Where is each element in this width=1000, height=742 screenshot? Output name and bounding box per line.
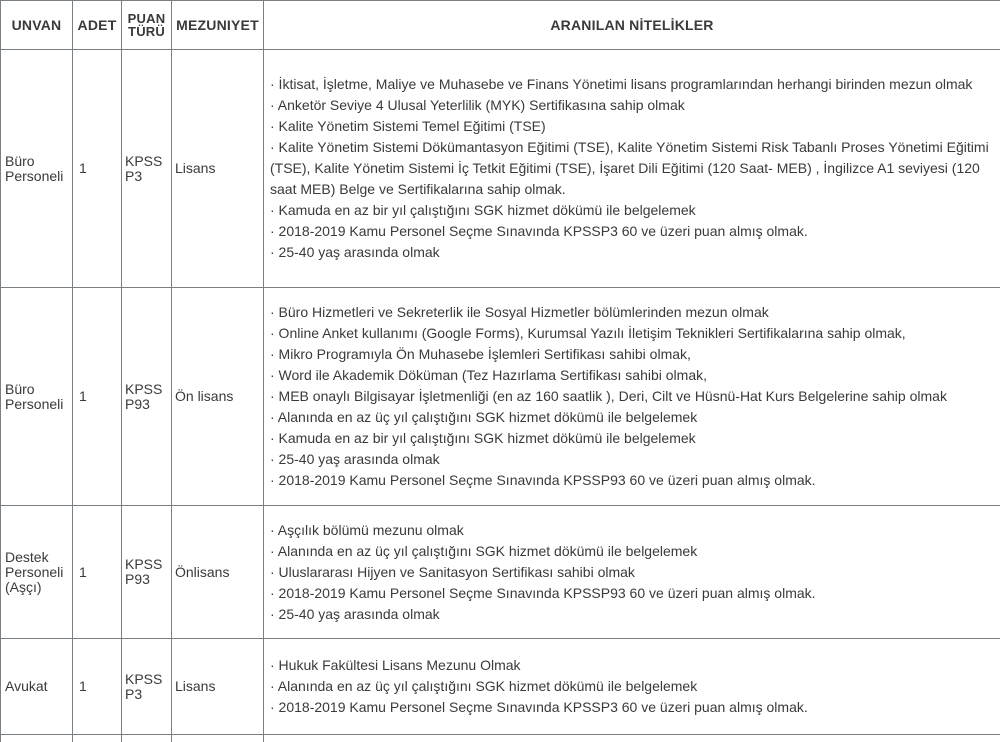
puan-line: KPSS bbox=[125, 380, 163, 397]
cell-unvan bbox=[1, 506, 73, 639]
requirement-item: · 25-40 yaş arasında olmak bbox=[270, 605, 440, 622]
requirement-item: · Alanında en az üç yıl çalıştığını SGK hizmet dökümü ile belgelemek bbox=[270, 409, 698, 425]
unvan-line: Büro bbox=[5, 152, 35, 169]
table-header bbox=[1, 1, 1000, 50]
header-puan-turu bbox=[122, 1, 172, 50]
cell-empty bbox=[1, 735, 73, 742]
table-body bbox=[1, 50, 1000, 742]
requirement-item: · 2018-2019 Kamu Personel Seçme Sınavında KPSSP93 60 ve üzeri puan almış olmak. bbox=[270, 584, 816, 601]
cell-mezuniyet: Lisans bbox=[172, 639, 264, 735]
cell-empty bbox=[122, 735, 172, 742]
cell-unvan bbox=[1, 50, 73, 288]
table-row bbox=[1, 639, 1000, 735]
requirement-item: · Uluslararası Hijyen ve Sanitasyon Sertifikası sahibi olmak bbox=[270, 563, 635, 580]
requirement-item: · Hukuk Fakültesi Lisans Mezunu Olmak bbox=[270, 657, 521, 673]
header-puan-line1: PUAN bbox=[127, 11, 166, 26]
header-mezuniyet: MEZUNIYET bbox=[172, 1, 264, 50]
requirement-item: · 25-40 yaş arasında olmak bbox=[270, 244, 440, 260]
requirement-item: · Kalite Yönetim Sistemi Dökümantasyon Eğitimi (TSE), Kalite Yönetim Sistemi Risk Tabanlı Proses Yönetimi Eğitimi (TSE), Kalite Yönetim Sistemi İç Tetkit Eğitimi (TSE), İşaret Dili Eğitimi (120 Saat- MEB) , İngilizce A1 seviyesi (120 saat MEB) Belge ve Sertifikalarına sahip olmak. bbox=[270, 139, 989, 197]
unvan-line: Destek bbox=[5, 548, 49, 565]
puan-line: KPSS bbox=[125, 670, 163, 687]
table-row bbox=[1, 50, 1000, 288]
cell-empty bbox=[73, 735, 122, 742]
cell-nitelikler bbox=[264, 639, 1000, 735]
cell-empty bbox=[264, 735, 1000, 742]
requirement-item: · 2018-2019 Kamu Personel Seçme Sınavında KPSSP3 60 ve üzeri puan almış olmak. bbox=[270, 699, 808, 715]
cell-puan-turu bbox=[122, 288, 172, 506]
unvan-line: Personeli bbox=[5, 395, 64, 412]
cell-unvan bbox=[1, 288, 73, 506]
table-row bbox=[1, 288, 1000, 506]
header-adet: ADET bbox=[73, 1, 122, 50]
requirement-item: · 2018-2019 Kamu Personel Seçme Sınavında KPSSP3 60 ve üzeri puan almış olmak. bbox=[270, 223, 808, 239]
unvan-line: (Aşçı) bbox=[5, 578, 42, 595]
table-row bbox=[1, 506, 1000, 639]
puan-line: P93 bbox=[125, 571, 150, 587]
requirement-item: · İktisat, İşletme, Maliye ve Muhasebe ve Finans Yönetimi lisans programlarından herhangi birinden mezun olmak bbox=[270, 76, 973, 92]
header-row bbox=[1, 1, 1000, 50]
puan-line: KPSS bbox=[125, 152, 163, 169]
puan-line: P3 bbox=[125, 685, 143, 702]
cell-adet: 1 bbox=[73, 639, 122, 735]
requirement-item: · Online Anket kullanımı (Google Forms), Kurumsal Yazılı İletişim Teknikleri Sertifikalarına sahip olmak, bbox=[270, 325, 906, 341]
cell-puan-turu bbox=[122, 639, 172, 735]
puan-line: P93 bbox=[125, 395, 150, 412]
cell-mezuniyet: Lisans bbox=[172, 50, 264, 288]
requirement-item: · Aşçılık bölümü mezunu olmak bbox=[270, 521, 464, 538]
requirement-item: · Anketör Seviye 4 Ulusal Yeterlilik (MYK) Sertifikasına sahip olmak bbox=[270, 97, 685, 113]
requirement-item: · Alanında en az üç yıl çalıştığını SGK hizmet dökümü ile belgelemek bbox=[270, 542, 698, 559]
requirement-item: · Alanında en az üç yıl çalıştığını SGK hizmet dökümü ile belgelemek bbox=[270, 678, 698, 694]
header-unvan: UNVAN bbox=[1, 1, 73, 50]
cell-puan-turu bbox=[122, 50, 172, 288]
cell-mezuniyet: Ön lisans bbox=[172, 288, 264, 506]
cell-unvan bbox=[1, 639, 73, 735]
unvan-line: Personeli bbox=[5, 563, 64, 580]
cell-adet: 1 bbox=[73, 506, 122, 639]
unvan-line: Avukat bbox=[5, 678, 48, 694]
requirement-item: · Kamuda en az bir yıl çalıştığını SGK hizmet dökümü ile belgelemek bbox=[270, 202, 696, 218]
requirement-item: · MEB onaylı Bilgisayar İşletmenliği (en az 160 saatlik ), Deri, Cilt ve Hüsnü-Hat Kurs Belgelerine sahip olmak bbox=[270, 388, 947, 404]
cell-empty bbox=[172, 735, 264, 742]
requirement-item: · Kalite Yönetim Sistemi Temel Eğitimi (TSE) bbox=[270, 118, 546, 134]
unvan-line: Personeli bbox=[5, 167, 64, 184]
table-row-partial bbox=[1, 735, 1000, 742]
header-puan-line2: TÜRÜ bbox=[128, 24, 165, 39]
cell-puan-turu bbox=[122, 506, 172, 639]
cell-mezuniyet: Önlisans bbox=[172, 506, 264, 639]
cell-nitelikler bbox=[264, 288, 1000, 506]
header-nitelikler: ARANILAN NİTELİKLER bbox=[264, 1, 1000, 50]
requirement-item: · Mikro Programıyla Ön Muhasebe İşlemleri Sertifikası sahibi olmak, bbox=[270, 346, 691, 362]
cell-adet: 1 bbox=[73, 50, 122, 288]
cell-nitelikler bbox=[264, 506, 1000, 639]
requirement-item: · 2018-2019 Kamu Personel Seçme Sınavında KPSSP93 60 ve üzeri puan almış olmak. bbox=[270, 472, 816, 488]
puan-line: KPSS bbox=[125, 556, 163, 572]
requirement-item: · 25-40 yaş arasında olmak bbox=[270, 451, 440, 467]
cell-adet: 1 bbox=[73, 288, 122, 506]
unvan-line: Büro bbox=[5, 380, 35, 397]
requirement-item: · Kamuda en az bir yıl çalıştığını SGK hizmet dökümü ile belgelemek bbox=[270, 430, 696, 446]
puan-line: P3 bbox=[125, 167, 143, 184]
cell-nitelikler bbox=[264, 50, 1000, 288]
requirement-item: · Word ile Akademik Döküman (Tez Hazırlama Sertifikası sahibi olmak, bbox=[270, 367, 708, 383]
requirement-item: · Büro Hizmetleri ve Sekreterlik ile Sosyal Hizmetler bölümlerinden mezun olmak bbox=[270, 304, 769, 320]
